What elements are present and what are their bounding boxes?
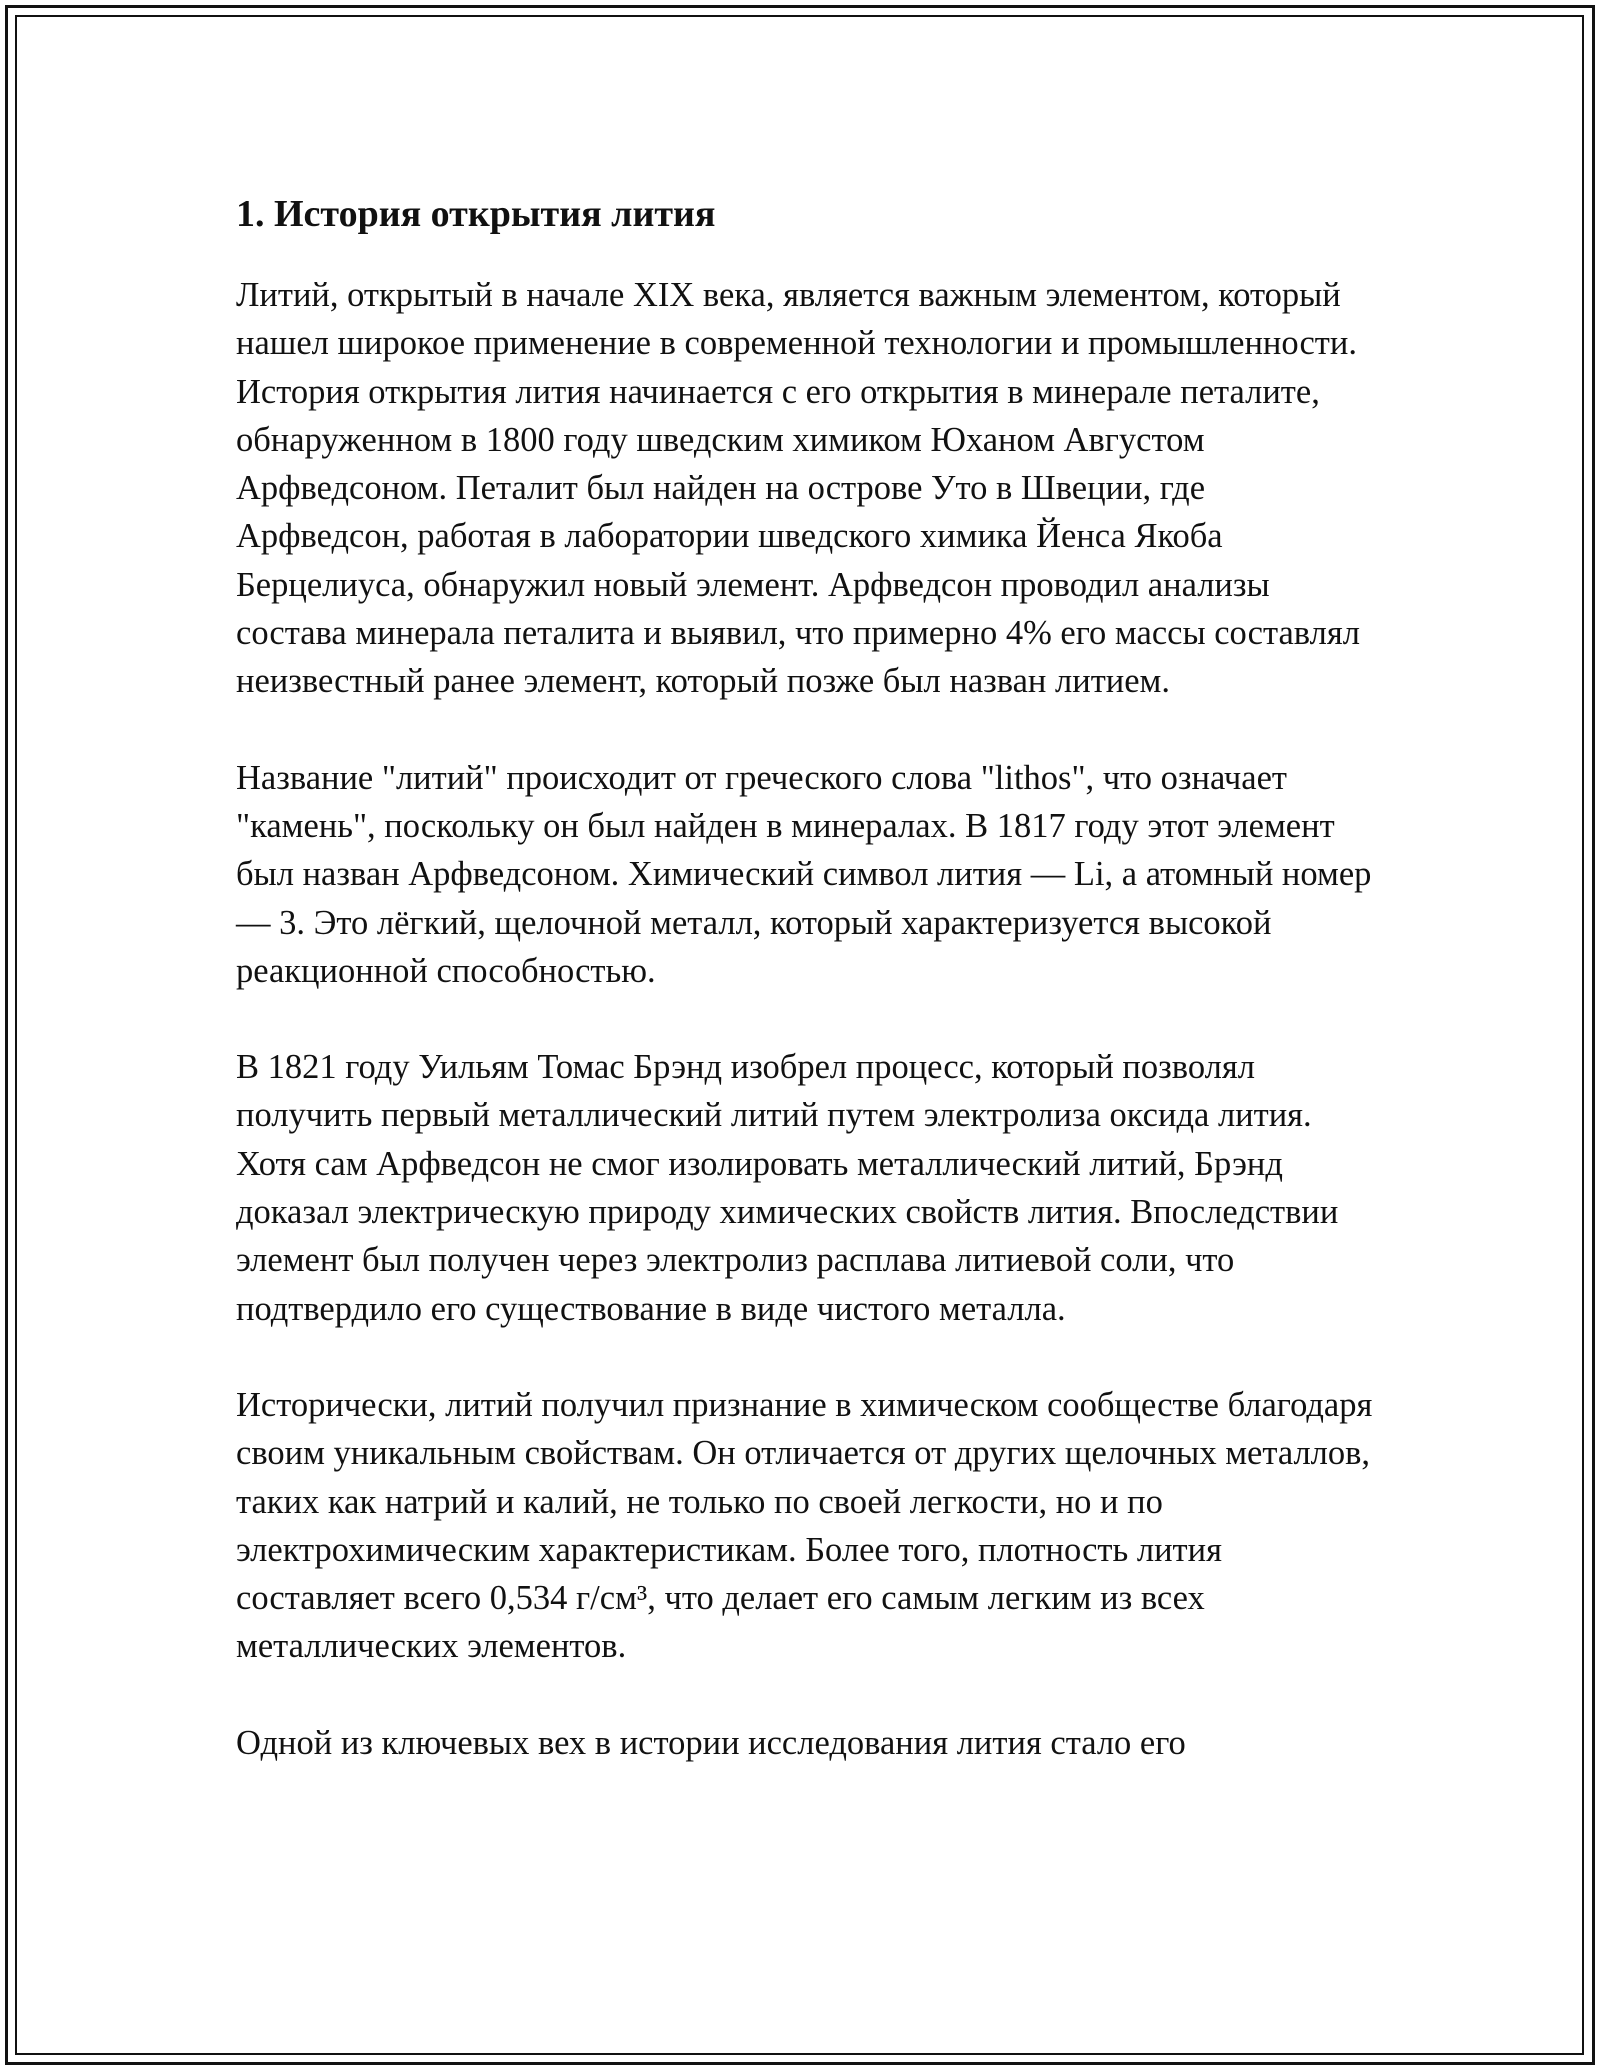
paragraph-properties: Исторически, литий получил признание в химическом сообществе благодаря своим уникальным свойствам. Он отличается от других щелочных металлов, таких как натрий и калий, не только по своей легкости, но и по электрохимическим характеристикам. Более того, плотность лития составляет всего 0,534 г/см³, что делает его самым легким из всех металлических элементов. (236, 1385, 1373, 1666)
paragraph-name-origin: Название "литий" происходит от греческого слова "lithos", что означает "камень", поскольку он был найден в минералах. В 1817 году этот элемент был назван Арфведсоном. Химический символ лития — Li, а атомный номер — 3. Это лёгкий, щелочной металл, который характеризуется высокой реакционной способностью. (236, 758, 1372, 990)
paragraph-discovery: Литий, открытый в начале XIX века, является важным элементом, который нашел широкое применение в современной технологии и промышленности. История открытия лития начинается с его открытия в минерале петалите, обнаруженном в 1800 году шведским химиком Юханом Августом Арфведсоном. Петалит был найден на острове Уто в Швеции, где Арфведсон, работая в лаборатории шведского химика Йенса Якоба Берцелиуса, обнаружил новый элемент. Арфведсон проводил анализы состава минерала петалита и выявил, что примерно 4% его массы составлял неизвестный ранее элемент, который позже был назван литием. (236, 276, 1360, 701)
document-page (236, 185, 1376, 1815)
section-heading: 1. История открытия лития (236, 193, 716, 235)
paragraph-electrolysis: В 1821 году Уильям Томас Брэнд изобрел процесс, который позволял получить первый металлический литий путем электролиза оксида лития. Хотя сам Арфведсон не смог изолировать металлический литий, Брэнд доказал электрическую природу химических свойств лития. Впоследствии элемент был получен через электролиз расплава литиевой соли, что подтвердило его существование в виде чистого металла. (236, 1048, 1339, 1328)
paragraph-milestones: Одной из ключевых вех в истории исследования лития стало его (236, 1723, 1186, 1762)
